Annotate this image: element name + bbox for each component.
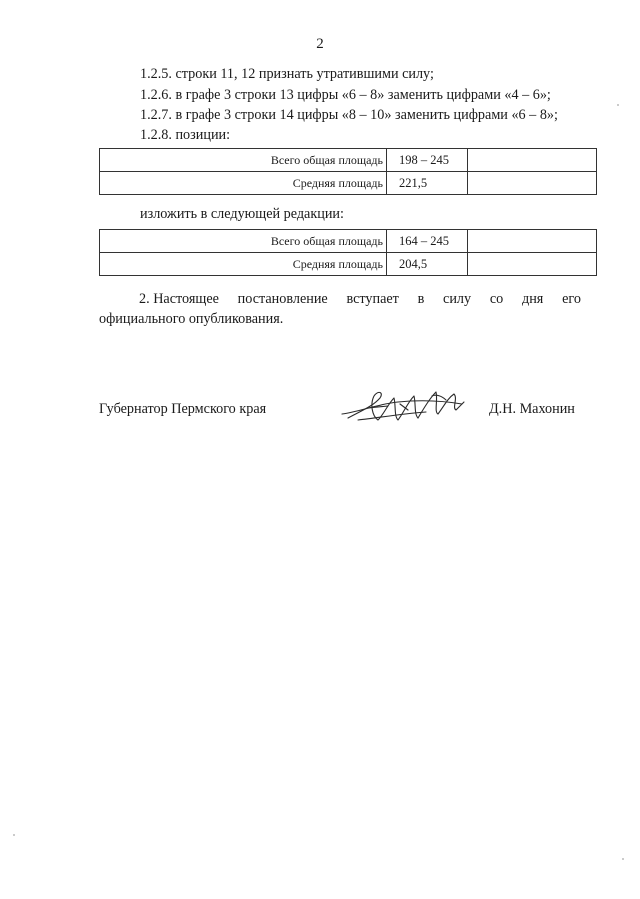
word: дня xyxy=(522,291,544,307)
table-cell-empty xyxy=(468,253,597,276)
table-cell-value: 164 – 245 xyxy=(387,230,468,253)
table-old-values xyxy=(99,148,597,195)
table-cell-value: 221,5 xyxy=(387,172,468,195)
scan-speck xyxy=(13,834,15,836)
page-number: 2 xyxy=(316,36,324,52)
word: силу xyxy=(443,291,472,307)
table-cell-label: Средняя площадь xyxy=(100,172,387,195)
scan-speck xyxy=(617,104,619,106)
table-row xyxy=(100,149,597,172)
table-cell-label: Средняя площадь xyxy=(100,253,387,276)
table-cell-empty xyxy=(468,230,597,253)
table-row xyxy=(100,230,597,253)
word: 2. Настоящее xyxy=(139,291,219,307)
table-cell-value: 204,5 xyxy=(387,253,468,276)
word: со xyxy=(489,291,504,307)
item-1-2-8: 1.2.8. позиции: xyxy=(140,127,231,143)
table-cell-value: 198 – 245 xyxy=(387,149,468,172)
table-row xyxy=(100,172,597,195)
item-1-2-5: 1.2.5. строки 11, 12 признать утратившими силу; xyxy=(140,66,434,82)
item-1-2-7: 1.2.7. в графе 3 строки 14 цифры «8 – 10» заменить цифрами «6 – 8»; xyxy=(140,107,558,123)
signatory-title: Губернатор Пермского края xyxy=(99,401,267,417)
word: постановление xyxy=(237,291,328,307)
table-cell-label: Всего общая площадь xyxy=(100,230,387,253)
scan-speck xyxy=(622,858,624,860)
table-cell-label: Всего общая площадь xyxy=(100,149,387,172)
word: вступает xyxy=(346,291,399,307)
table-cell-empty xyxy=(468,172,597,195)
handwritten-signature xyxy=(338,384,468,432)
table-cell-empty xyxy=(468,149,597,172)
table-new-values xyxy=(99,229,597,276)
table-row xyxy=(100,253,597,276)
paragraph-2-line-1 xyxy=(99,289,581,309)
signatory-name: Д.Н. Махонин xyxy=(489,401,575,417)
item-1-2-6: 1.2.6. в графе 3 строки 13 цифры «6 – 8» заменить цифрами «4 – 6»; xyxy=(140,87,551,103)
paragraph-2 xyxy=(99,289,581,329)
transition-text: изложить в следующей редакции: xyxy=(140,206,344,222)
word: в xyxy=(417,291,425,307)
paragraph-2-line-2: официального опубликования. xyxy=(99,311,284,327)
word: его xyxy=(562,291,581,307)
